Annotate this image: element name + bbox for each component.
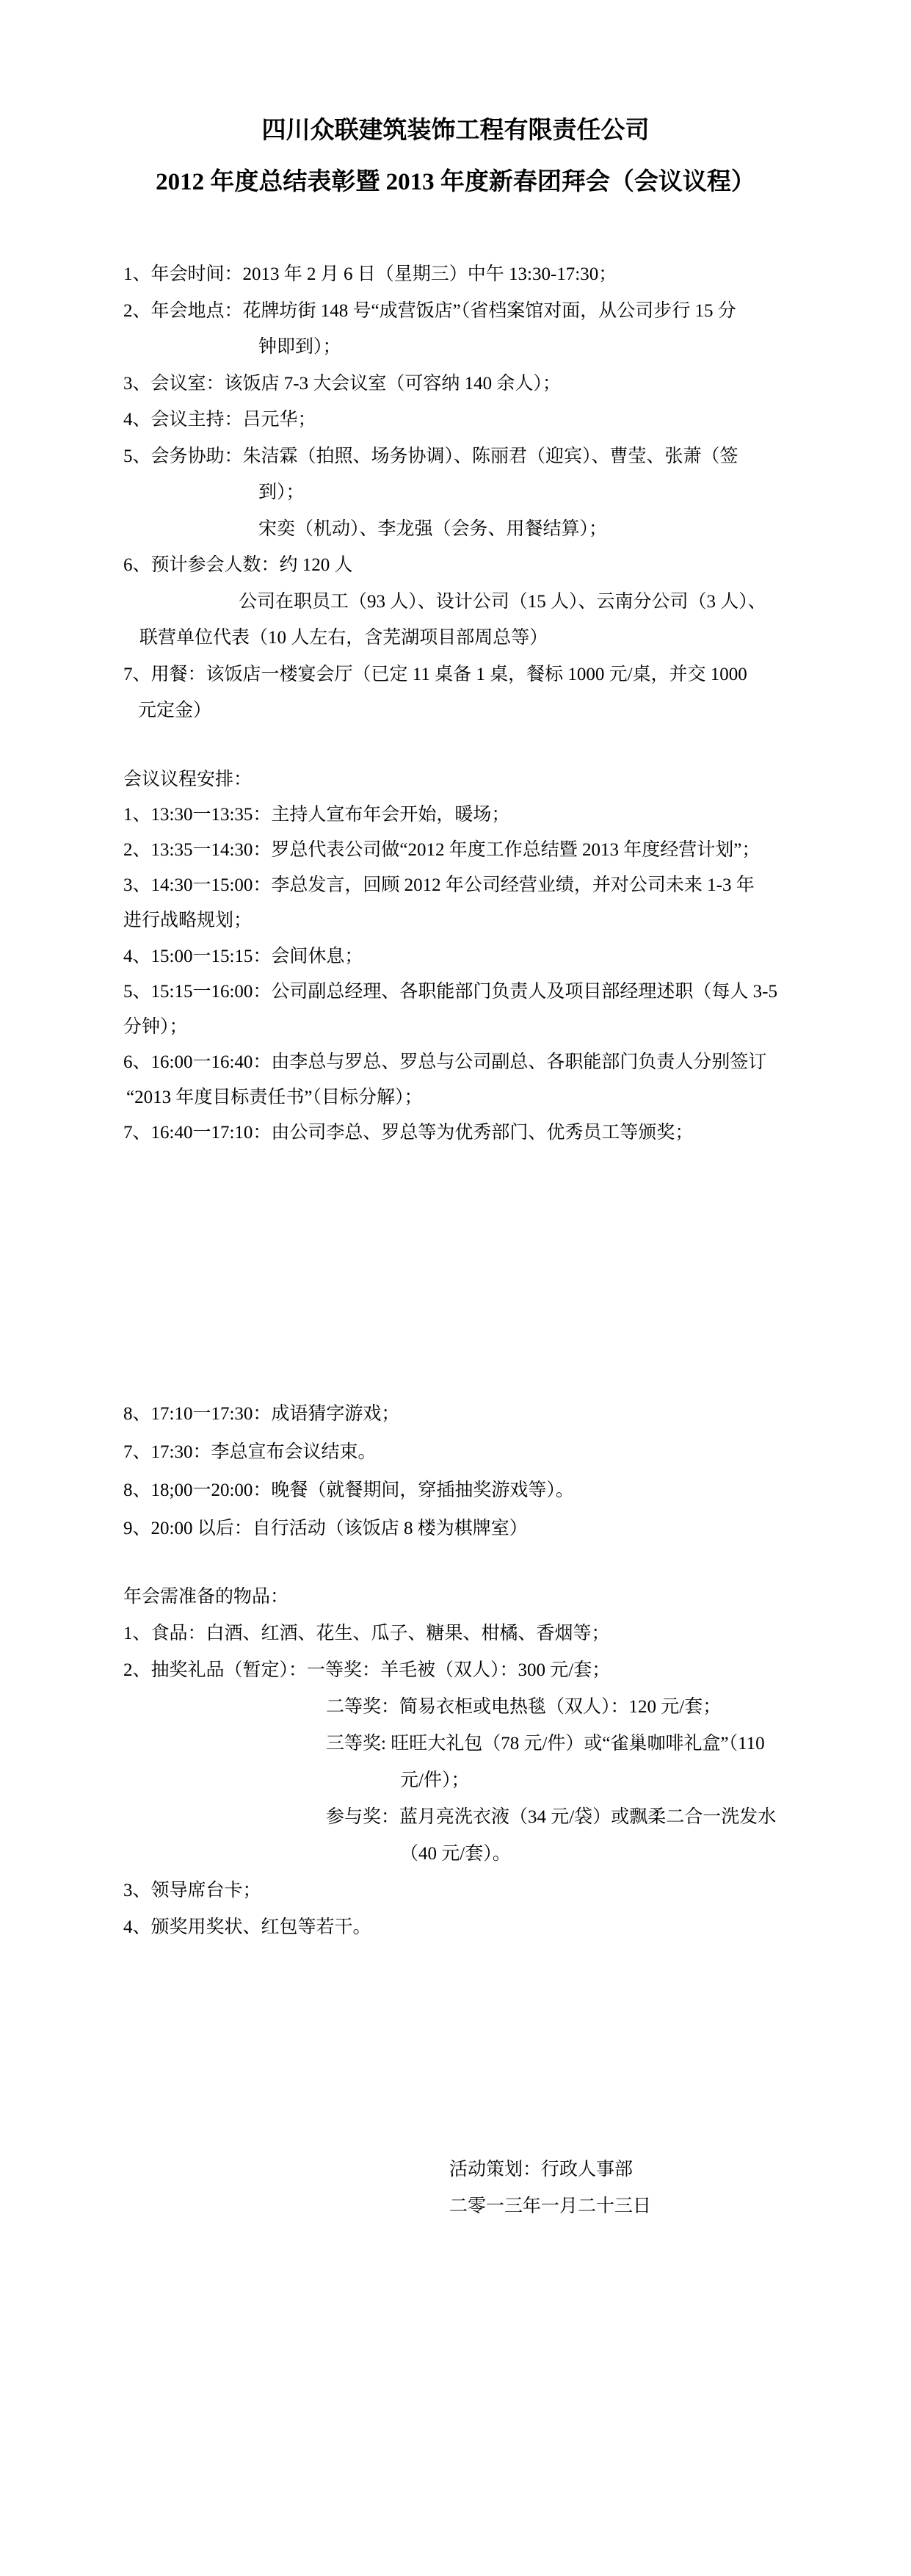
document-title: 四川众联建筑装饰工程有限责任公司	[261, 117, 650, 144]
footer-date: 二零一三年一月二十三日	[449, 2196, 652, 2216]
info-line-8: 宋奕（机动）、李龙强（会务、用餐结算）；	[258, 519, 608, 539]
agenda-line-2: 2、13:35一14:30：罗总代表公司做“2012 年度工作总结暨 2013 年度经营计划”；	[123, 840, 761, 860]
supplies-line-6: 参与奖：蓝月亮洗衣液（34 元/袋）或飘柔二合一洗发水	[326, 1807, 777, 1827]
supplies-line-7: （40 元/套）。	[400, 1844, 511, 1864]
supplies-line-4: 三等奖: 旺旺大礼包（78 元/件）或“雀巢咖啡礼盒”（110	[326, 1734, 765, 1754]
agenda-evening-line-1: 8、17:10一17:30：成语猜字游戏；	[123, 1404, 400, 1424]
info-line-2: 2、年会地点：花牌坊街 148 号“成营饭店”（省档案馆对面，从公司步行 15 分	[123, 301, 736, 321]
agenda-evening-line-3: 8、18;00一20:00：晚餐（就餐期间，穿插抽奖游戏等）。	[123, 1480, 574, 1500]
supplies-line-2: 2、抽奖礼品（暂定）：一等奖：羊毛被（双人）：300 元/套；	[123, 1660, 611, 1680]
agenda-evening-line-2: 7、17:30：李总宣布会议结束。	[123, 1442, 377, 1462]
info-line-3: 钟即到）；	[258, 337, 341, 357]
agenda-line-9: “2013 年度目标责任书”（目标分解）；	[126, 1088, 423, 1107]
supplies-line-8: 3、领导席台卡；	[123, 1881, 261, 1900]
agenda-line-7: 分钟）；	[123, 1017, 188, 1037]
supplies-line-1: 1、食品：白酒、红酒、花生、瓜子、糖果、柑橘、香烟等；	[123, 1624, 610, 1643]
agenda-line-10: 7、16:40一17:10：由公司李总、罗总等为优秀部门、优秀员工等颁奖；	[123, 1123, 694, 1143]
info-line-13: 元定金）	[138, 701, 212, 720]
supplies-heading: 年会需准备的物品：	[123, 1587, 289, 1607]
agenda-line-8: 6、16:00一16:40：由李总与罗总、罗总与公司副总、各职能部门负责人分别签订	[123, 1052, 767, 1072]
supplies-line-5: 元/件）；	[400, 1770, 470, 1790]
supplies-line-9: 4、颁奖用奖状、红包等若干。	[123, 1917, 371, 1937]
info-line-4: 3、会议室：该饭店 7-3 大会议室（可容纳 140 余人）；	[123, 374, 561, 394]
info-line-6: 5、会务协助：朱洁霖（拍照、场务协调）、陈丽君（迎宾）、曹莹、张萧（签	[123, 446, 738, 466]
supplies-line-3: 二等奖：简易衣柜或电热毯（双人）：120 元/套；	[326, 1697, 722, 1717]
info-line-9: 6、预计参会人数：约 120 人	[123, 555, 353, 575]
info-line-11: 联营单位代表（10 人左右，含芜湖项目部周总等）	[139, 628, 548, 648]
info-line-10: 公司在职员工（93 人）、设计公司（15 人）、云南分公司（3 人）、	[239, 592, 766, 612]
document-subtitle: 2012 年度总结表彰暨 2013 年度新春团拜会（会议议程）	[156, 169, 755, 195]
info-line-5: 4、会议主持：吕元华；	[123, 410, 316, 430]
agenda-line-4: 进行战略规划；	[123, 911, 253, 930]
info-line-7: 到）；	[258, 482, 305, 502]
agenda-line-1: 1、13:30一13:35：主持人宣布年会开始，暖场；	[123, 805, 510, 825]
info-line-1: 1、年会时间：2013 年 2 月 6 日（星期三）中午 13:30-17:30；	[123, 264, 617, 284]
agenda-line-5: 4、15:00一15:15：会间休息；	[123, 947, 363, 966]
agenda-line-6: 5、15:15一16:00：公司副总经理、各职能部门负责人及项目部经理述职（每人 3-5	[123, 982, 777, 1002]
agenda-line-3: 3、14:30一15:00：李总发言，回顾 2012 年公司经营业绩，并对公司未来 1-3 年	[123, 875, 755, 895]
info-line-12: 7、用餐：该饭店一楼宴会厅（已定 11 桌备 1 桌，餐标 1000 元/桌，并交 1000	[123, 665, 747, 684]
agenda-heading: 会议议程安排：	[123, 770, 253, 789]
footer-planner: 活动策划：行政人事部	[449, 2160, 634, 2179]
agenda-evening-line-4: 9、20:00 以后：自行活动（该饭店 8 楼为棋牌室）	[123, 1519, 528, 1538]
